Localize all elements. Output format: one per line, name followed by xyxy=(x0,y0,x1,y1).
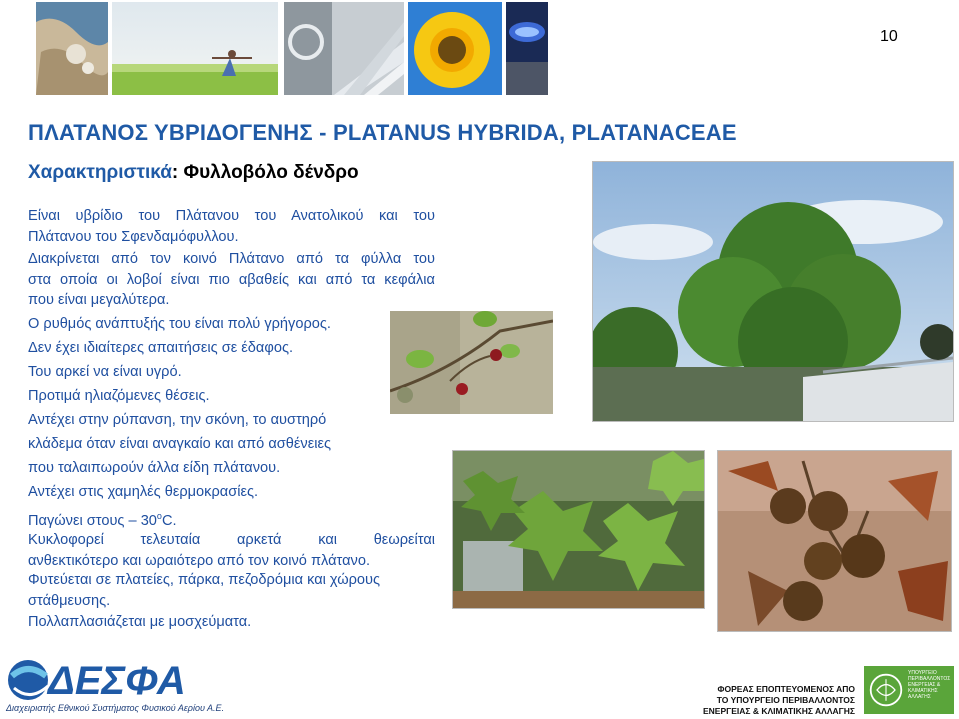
authority-line: ΦΟΡΕΑΣ ΕΠΟΠΤΕΥΟΜΕΝΟΣ ΑΠΟ xyxy=(717,684,855,694)
freeze-prefix: Παγώνει στους – 30 xyxy=(28,512,157,529)
subtitle-value: Φυλλοβόλο δένδρο xyxy=(183,162,359,183)
body-soil: Δεν έχει ιδιαίτερες απαιτήσεις σε έδαφος. xyxy=(28,340,294,356)
ministry-logo xyxy=(864,666,954,714)
body-pollution-2: κλάδεμα όταν είναι αναγκαίο και από ασθένειες xyxy=(28,436,331,452)
subtitle-label: Χαρακτηριστικά xyxy=(28,162,172,183)
ministry-badge-text: ΥΠΟΥΡΓΕΙΟ ΠΕΡΙΒΑΛΛΟΝΤΟΣ ΕΝΕΡΓΕΙΑΣ & ΚΛΙΜΑΤΙΚΗΣ ΑΛΛΑΓΗΣ xyxy=(908,670,951,700)
difference-line: Διακρίνεται από τον κοινό Πλάτανο από τα φύλλα του xyxy=(28,251,435,267)
intro-line: Πλάτανου του Σφενδαμόφυλλου. xyxy=(28,228,239,245)
body-freeze xyxy=(28,506,177,531)
banner-pipeline-image xyxy=(284,2,404,95)
ministry-emblem-icon xyxy=(868,672,904,708)
desfa-logo-text: ΔΕΣΦΑ xyxy=(48,659,186,703)
authority-line: ΤΟ ΥΠΟΥΡΓΕΙΟ ΠΕΡΙΒΑΛΛΟΝΤΟΣ xyxy=(716,695,855,705)
subtitle-separator: : xyxy=(171,162,184,183)
freeze-suffix: C. xyxy=(161,512,177,529)
body-sun: Προτιμά ηλιαζόμενες θέσεις. xyxy=(28,388,210,404)
body-pollution-3: που ταλαιπωρούν άλλα είδη πλάτανου. xyxy=(28,460,281,476)
supervising-authority-text xyxy=(703,684,855,717)
page-title: ΠΛΑΤΑΝΟΣ ΥΒΡΙΔΟΓΕΝΗΣ - PLATANUS HYBRIDA, PLATANACEAE xyxy=(28,120,737,145)
banner-gas-flame-image xyxy=(506,2,548,95)
body-cold: Αντέχει στις χαμηλές θερμοκρασίες. xyxy=(28,484,259,500)
desfa-logo xyxy=(6,658,226,714)
freeze-degree: ο xyxy=(156,511,162,521)
seed-balls-photo xyxy=(717,450,952,632)
circulation-line: Κυκλοφορεί τελευταία αρκετά και θεωρείται xyxy=(28,532,435,548)
leaves-photo xyxy=(452,450,705,609)
planting-line: Φυτεύεται σε πλατείες, πάρκα, πεζοδρόμια και χώρους xyxy=(28,572,381,588)
tree-crown-photo xyxy=(592,161,954,422)
body-pollution-1: Αντέχει στην ρύπανση, την σκόνη, το αυστηρό xyxy=(28,412,327,428)
desfa-caption: Διαχειριστής Εθνικού Συστήματος Φυσικού Αερίου Α.Ε. xyxy=(6,703,225,713)
page-number: 10 xyxy=(880,28,898,45)
subtitle xyxy=(28,162,359,184)
intro-line: Είναι υβρίδιο του Πλάτανου του Ανατολικού και του xyxy=(28,208,435,224)
banner-coastline-image xyxy=(36,2,108,95)
body-circulation xyxy=(28,530,435,571)
circulation-line: ανθεκτικότερο και ωραιότερο από τον κοινό πλάτανο. xyxy=(28,552,371,569)
body-moisture: Του αρκεί να είναι υγρό. xyxy=(28,364,182,380)
banner-sunflower-image xyxy=(408,2,502,95)
body-growth: Ο ρυθμός ανάπτυξής του είναι πολύ γρήγορος. xyxy=(28,316,331,332)
body-propagation: Πολλαπλασιάζεται με μοσχεύματα. xyxy=(28,614,252,630)
body-planting xyxy=(28,570,435,611)
banner-child-field-image xyxy=(112,2,278,95)
fruit-branch-photo xyxy=(390,311,553,414)
difference-line: που είναι μεγαλύτερα. xyxy=(28,292,170,308)
difference-line: στα οποία οι λοβοί είναι πιο αβαθείς και από τα κεφάλια xyxy=(28,271,435,288)
planting-line: στάθμευσης. xyxy=(28,592,111,609)
authority-line: ΕΝΕΡΓΕΙΑΣ & ΚΛΙΜΑΤΙΚΗΣ ΑΛΛΑΓΗΣ xyxy=(702,706,855,716)
body-difference xyxy=(28,249,435,311)
body-intro xyxy=(28,206,435,247)
